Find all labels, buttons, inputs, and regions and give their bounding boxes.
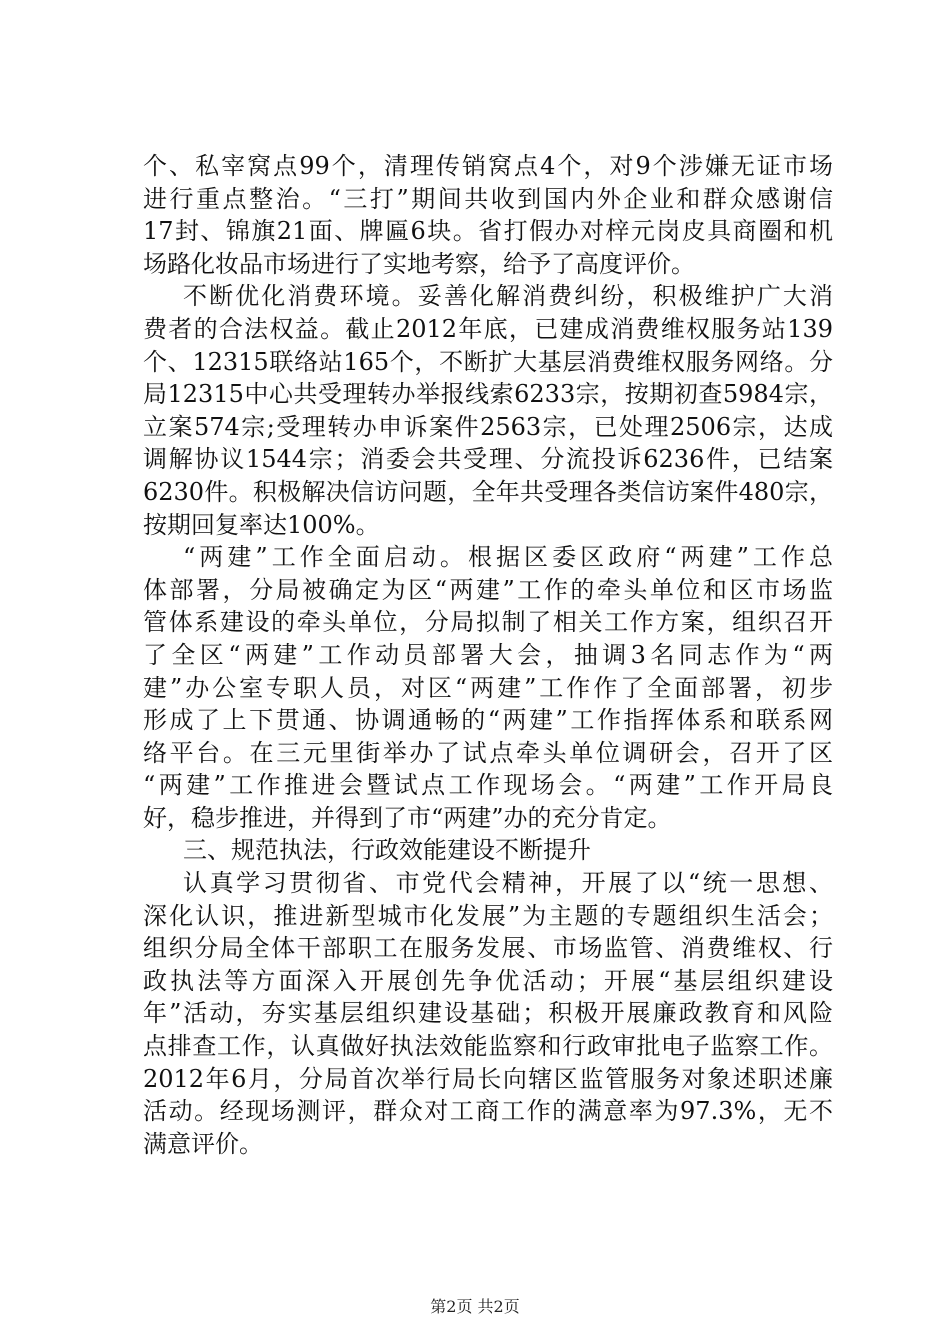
paragraph-start-line: 不断优化消费环境。妥善化解消费纠纷，积极维护广大消 bbox=[183, 282, 833, 311]
text-line: 组织分局全体干部职工在服务发展、市场监管、消费维权、行 bbox=[143, 934, 833, 963]
text-line: 按期回复率达100%。 bbox=[143, 510, 380, 539]
text-line: 场路化妆品市场进行了实地考察，给予了高度评价。 bbox=[143, 249, 695, 278]
paragraph-start-line: 认真学习贯彻省、市党代会精神，开展了以“统一思想、 bbox=[183, 869, 833, 898]
text-line: 点排查工作，认真做好执法效能监察和行政审批电子监察工作。 bbox=[143, 1032, 833, 1061]
paragraph-start-line: “两建”工作全面启动。根据区委区政府“两建”工作总 bbox=[183, 543, 833, 572]
text-line: 管体系建设的牵头单位，分局拟制了相关工作方案，组织召开 bbox=[143, 608, 833, 637]
text-line: 络平台。在三元里街举办了试点牵头单位调研会，召开了区 bbox=[143, 738, 833, 767]
text-line: 形成了上下贯通、协调通畅的“两建”工作指挥体系和联系网 bbox=[143, 706, 833, 735]
page-number-footer: 第2页 共2页 bbox=[430, 1297, 520, 1316]
text-line: 满意评价。 bbox=[143, 1129, 263, 1158]
text-line: 政执法等方面深入开展创先争优活动；开展“基层组织建设 bbox=[143, 966, 833, 995]
text-line: 个、私宰窝点99个，清理传销窝点4个，对9个涉嫌无证市场 bbox=[143, 152, 833, 180]
text-line: 好，稳步推进，并得到了市“两建”办的充分肯定。 bbox=[143, 803, 672, 832]
text-line: 费者的合法权益。截止2012年底，已建成消费维权服务站139 bbox=[143, 314, 833, 343]
text-line: 建”办公室专职人员，对区“两建”工作作了全面部署，初步 bbox=[143, 673, 833, 702]
text-line: 深化认识，推进新型城市化发展”为主题的专题组织生活会； bbox=[143, 901, 833, 930]
text-line: 年”活动，夯实基层组织建设基础；积极开展廉政教育和风险 bbox=[143, 999, 833, 1028]
text-line: 6230件。积极解决信访问题，全年共受理各类信访案件480宗， bbox=[143, 477, 833, 506]
text-line: 活动。经现场测评，群众对工商工作的满意率为97.3%，无不 bbox=[143, 1097, 833, 1126]
text-line: 2012年6月，分局首次举行局长向辖区监管服务对象述职述廉 bbox=[143, 1064, 833, 1093]
section-heading: 三、规范执法，行政效能建设不断提升 bbox=[183, 836, 591, 865]
text-line: 个、12315联络站165个，不断扩大基层消费维权服务网络。分 bbox=[143, 347, 833, 376]
text-line: 17封、锦旗21面、牌匾6块。省打假办对梓元岗皮具商圈和机 bbox=[143, 217, 833, 246]
document-body bbox=[143, 150, 833, 1160]
text-line: 立案574宗;受理转办申诉案件2563宗，已处理2506宗，达成 bbox=[143, 412, 833, 441]
text-line: 局12315中心共受理转办举报线索6233宗，按期初查5984宗， bbox=[143, 380, 833, 409]
text-line: 进行重点整治。“三打”期间共收到国内外企业和群众感谢信 bbox=[143, 184, 833, 213]
text-line: “两建”工作推进会暨试点工作现场会。“两建”工作开局良 bbox=[143, 771, 833, 800]
text-line: 调解协议1544宗；消委会共受理、分流投诉6236件，已结案 bbox=[143, 445, 833, 474]
text-line: 体部署，分局被确定为区“两建”工作的牵头单位和区市场监 bbox=[143, 575, 833, 604]
text-line: 了全区“两建”工作动员部署大会，抽调3名同志作为“两 bbox=[143, 640, 833, 669]
